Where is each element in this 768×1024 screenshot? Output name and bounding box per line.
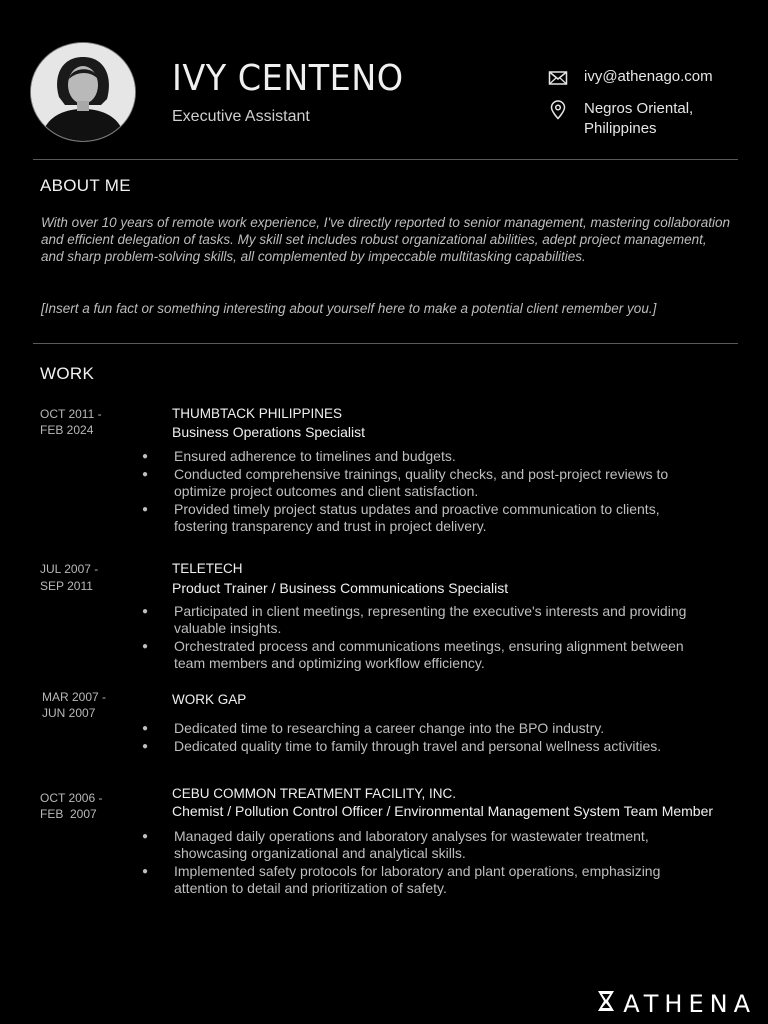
job-bullet: ● Dedicated time to researching a career change into the BPO industry. [140,720,710,737]
job-company: TELETECH [172,561,243,576]
location-line-1: Negros Oriental, [584,100,694,117]
job-date-start: JUL 2007 - [40,562,99,576]
location-line-2: Philippines [584,120,657,137]
job-date-start: MAR 2007 - [42,690,107,704]
job-position: Chemist / Pollution Control Officer / Environmental Management System Team Member [172,803,714,819]
athena-logo [597,990,756,1018]
about-heading: ABOUT ME [40,176,131,195]
job-company: WORK GAP [172,692,247,707]
job-position: Product Trainer / Business Communications Specialist [172,580,509,596]
candidate-name: IVY CENTENO [172,58,404,99]
job-bullets [140,720,710,756]
job-date-end: JUN 2007 [42,706,96,720]
work-heading: WORK [40,364,95,383]
email-link[interactable]: ivy@athenago.com [584,68,713,85]
job-bullets [140,828,710,898]
job-bullet: ● Implemented safety protocols for laboratory and plant operations, emphasizing attention to detail and prioritization of safety. [140,863,710,897]
job-bullet: ● Managed daily operations and laboratory analyses for wastewater treatment, showcasing organizational and analytical skills. [140,828,710,862]
job-bullet: ● Ensured adherence to timelines and budgets. [140,448,710,465]
job-bullet: ● Participated in client meetings, representing the executive's interests and providing valuable insights. [140,603,710,637]
job-title: Executive Assistant [172,108,310,125]
job-company: THUMBTACK PHILIPPINES [172,406,343,421]
job-date-start: OCT 2006 - [40,791,103,805]
job-position: Business Operations Specialist [172,424,365,440]
about-divider [33,343,738,344]
job-bullets [140,603,710,673]
job-bullet: ● Provided timely project status updates and proactive communication to clients, fostering transparency and trust in project delivery. [140,501,710,535]
map-pin-icon [548,100,568,125]
job-date-end: FEB 2024 [40,423,94,437]
about-summary: With over 10 years of remote work experience, I've directly reported to senior management, mastering collaboration and efficient delegation of tasks. My skill set includes robust organizational abilities, adept project management, and sharp problem-solving skills, all complemented by impeccable multitasking capabilities. [41,215,731,264]
job-bullet: ● Dedicated quality time to family through travel and personal wellness activities. [140,738,710,755]
header-divider [33,159,738,160]
avatar [30,42,136,142]
job-bullet: ● Conducted comprehensive trainings, quality checks, and post-project reviews to optimize project outcomes and client satisfaction. [140,466,710,500]
fun-fact: [Insert a fun fact or something interesting about yourself here to make a potential client remember you.] [41,301,657,316]
job-date-start: OCT 2011 - [40,407,102,421]
job-date-end: FEB 2007 [40,807,97,821]
logo-text: ATHENA [623,990,756,1018]
job-bullet: ● Orchestrated process and communications meetings, ensuring alignment between team members and optimizing workflow efficiency. [140,638,710,672]
job-company: CEBU COMMON TREATMENT FACILITY, INC. [172,786,457,801]
hourglass-icon [597,990,615,1018]
job-date-end: SEP 2011 [40,579,93,593]
envelope-icon [548,68,568,93]
job-bullets [140,448,710,536]
